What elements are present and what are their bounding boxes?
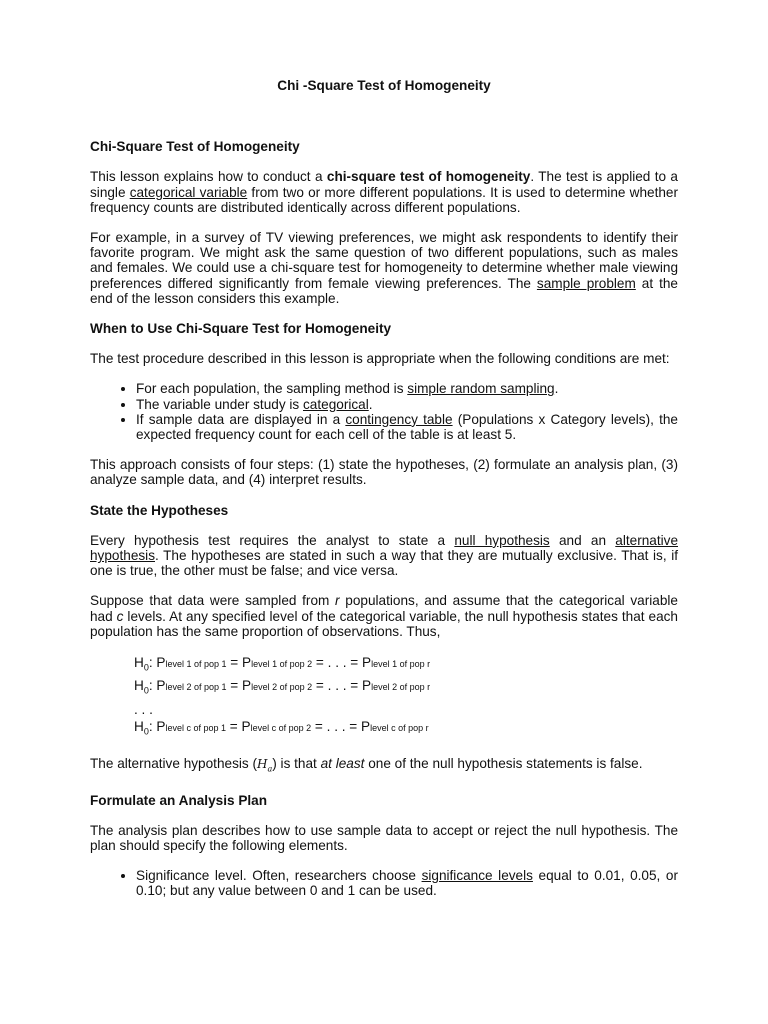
h-symbol: H (134, 678, 144, 694)
p-subscript: level c of pop 1 (165, 723, 227, 734)
colon: : (148, 678, 157, 694)
p-symbol: P (362, 678, 372, 694)
plan-item-text: Significance level. Often, researchers choose (136, 868, 422, 884)
condition-text: . (368, 396, 373, 412)
condition-item (136, 397, 678, 412)
intro-bold-term: chi-square test of homogeneity (326, 169, 531, 185)
section-heading-state-hypotheses: State the Hypotheses (90, 502, 229, 518)
plan-intro-paragraph: The analysis plan describes how to use sample data to accept or reject the null hypothesis. The plan should specify the following elements. (90, 822, 678, 853)
document-content (90, 78, 678, 899)
section-heading-when-to-use: When to Use Chi-Square Test for Homogeneity (90, 321, 392, 337)
p-symbol: P (156, 655, 166, 671)
section-heading-analysis-plan: Formulate an Analysis Plan (90, 792, 268, 808)
p-subscript: level 2 of pop 1 (165, 682, 227, 693)
p-subscript: level 2 of pop 2 (251, 682, 313, 693)
null-hypothesis-ellipsis (134, 701, 678, 719)
link-sample-problem[interactable]: sample problem (536, 275, 636, 291)
alt-emphasis: at least (320, 755, 365, 771)
p-symbol: P (241, 719, 251, 735)
hypotheses-intro-paragraph (90, 533, 678, 579)
p-subscript: level 1 of pop r (371, 659, 431, 670)
condition-text: (Populations x Category levels), the expected frequency count for each cell of the table is at least 5. (136, 411, 678, 443)
plan-item (136, 868, 678, 898)
variable-r: r (335, 593, 340, 609)
variable-c: c (116, 608, 124, 624)
colon: : (148, 719, 157, 735)
example-text-2: at the end of the lesson considers this example. (90, 275, 678, 306)
null-hypothesis-line (134, 718, 678, 741)
ellipsis-equals: = . . . = (311, 719, 362, 735)
ellipsis: . . . (134, 701, 153, 717)
equals: = (226, 678, 243, 694)
suppose-text-3: levels. At any specified level of the categorical variable, the null hypothesis states that each population has the same proportion of observations. Thus, (90, 608, 678, 639)
p-subscript: level 2 of pop r (371, 682, 431, 693)
condition-text: . (554, 381, 559, 397)
section-heading-homogeneity: Chi-Square Test of Homogeneity (90, 139, 300, 155)
ellipsis-equals: = . . . = (312, 678, 363, 694)
suppose-text-2: populations, and assume that the categorical variable had (90, 593, 678, 624)
link-significance-levels[interactable]: significance levels (421, 868, 533, 884)
equals: = (226, 655, 243, 671)
p-symbol: P (361, 719, 371, 735)
link-categorical[interactable]: categorical (303, 396, 369, 412)
h-symbol: H (134, 655, 144, 671)
suppose-text-1: Suppose that data were sampled from (90, 593, 336, 609)
p-symbol: P (156, 678, 166, 694)
ha-subscript: a (267, 764, 273, 773)
p-subscript: level c of pop r (370, 723, 429, 734)
p-symbol: P (156, 719, 166, 735)
h-subscript: 0 (143, 662, 149, 673)
condition-text: For each population, the sampling method is (136, 381, 408, 397)
hyp-intro-text-1: Every hypothesis test requires the analyst to state a (90, 532, 455, 548)
suppose-paragraph (90, 593, 678, 639)
p-subscript: level c of pop 2 (250, 723, 312, 734)
link-null-hypothesis[interactable]: null hypothesis (454, 532, 550, 548)
p-symbol: P (242, 678, 252, 694)
colon: : (148, 655, 157, 671)
ellipsis-equals: = . . . = (312, 655, 363, 671)
link-categorical-variable[interactable]: categorical variable (129, 184, 248, 200)
ha-letter: H (257, 756, 268, 771)
hyp-intro-text-3: . The hypotheses are stated in such a way that they are mutually exclusive. That is, if one is true, the other must be false; and vice versa. (90, 548, 678, 579)
ha-symbol (257, 757, 272, 771)
p-symbol: P (362, 655, 372, 671)
p-symbol: P (242, 655, 252, 671)
example-text-1: For example, in a survey of TV viewing preferences, we might ask respondents to identify their favorite program. We might ask the same question of two different populations, such as males and females. We could use a chi-square test for homogeneity to determine whether male viewing preferences differed significantly from female viewing preferences. The (90, 230, 678, 291)
p-subscript: level 1 of pop 2 (251, 659, 313, 670)
h-subscript: 0 (143, 686, 149, 697)
h-symbol: H (134, 719, 144, 735)
link-simple-random-sampling[interactable]: simple random sampling (407, 381, 555, 397)
example-paragraph (90, 230, 678, 306)
intro-text-2: . The test is applied to a single (90, 169, 678, 200)
alt-text-2: ) is that (272, 755, 321, 771)
equals: = (226, 719, 242, 735)
intro-text-1: This lesson explains how to conduct a (90, 169, 327, 185)
alternative-hypothesis-paragraph (90, 755, 678, 778)
condition-item (136, 381, 678, 396)
document-title: Chi -Square Test of Homogeneity (277, 78, 491, 93)
link-contingency-table[interactable]: contingency table (345, 411, 453, 427)
alt-text-3: one of the null hypothesis statements is false. (364, 755, 643, 771)
plan-elements-list (90, 868, 678, 898)
conditions-intro: The test procedure described in this lesson is appropriate when the following conditions are met: (90, 351, 670, 367)
plan-item-text: equal to 0.01, 0.05, or 0.10; but any value between 0 and 1 can be used. (136, 868, 678, 899)
conditions-list (90, 381, 678, 442)
link-alternative-hypothesis[interactable]: alternative hypothesis (90, 532, 678, 564)
h-subscript: 0 (143, 727, 149, 738)
condition-item (136, 412, 678, 442)
p-subscript: level 1 of pop 1 (165, 659, 227, 670)
condition-text: If sample data are displayed in a (136, 411, 346, 427)
hyp-intro-text-2: and an (549, 532, 616, 548)
null-hypothesis-line (134, 654, 678, 677)
alt-text-1: The alternative hypothesis ( (90, 755, 257, 771)
intro-text-3: from two or more different populations. It is used to determine whether frequency counts are distributed identically across different populations. (90, 184, 678, 215)
null-hypothesis-line (134, 677, 678, 700)
approach-paragraph: This approach consists of four steps: (1) state the hypotheses, (2) formulate an analysis plan, (3) analyze sample data, and (4) interpret results. (90, 457, 678, 488)
intro-paragraph (90, 169, 678, 215)
null-hypotheses-block (90, 654, 678, 742)
condition-text: The variable under study is (136, 396, 303, 412)
